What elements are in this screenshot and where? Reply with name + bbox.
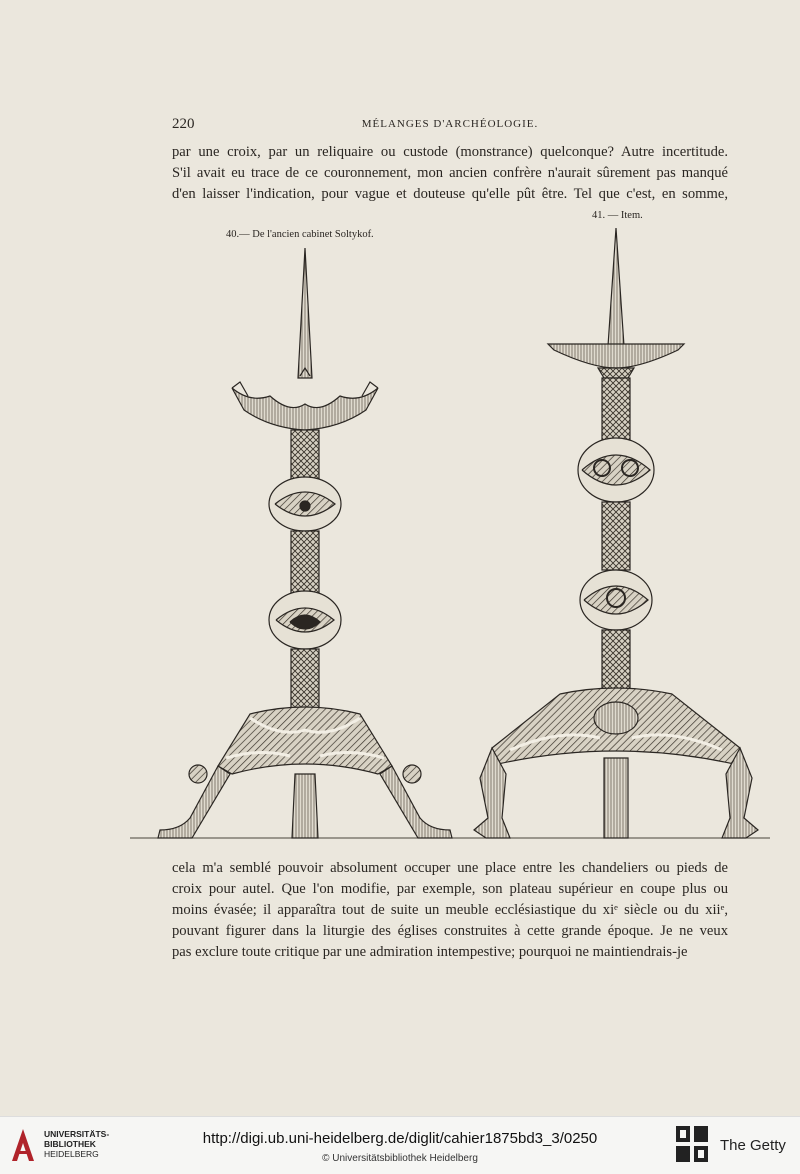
figure-caption-40: 40.— De l'ancien cabinet Soltykof.: [226, 229, 374, 240]
text-line: d'en laisser l'indication, pour vague et douteuse qu'elle pût être. Tel que c'est, en somme,: [172, 186, 728, 202]
text-line: par une croix, par un reliquaire ou custode (monstrance) quelconque? Autre incertitude.: [172, 144, 728, 160]
library-name-line: UNIVERSITÄTS-: [44, 1129, 110, 1139]
library-name-line: HEIDELBERG: [44, 1149, 99, 1159]
page-header: [172, 116, 728, 136]
copyright-notice: © Universitätsbibliothek Heidelberg: [322, 1153, 478, 1164]
text-line: pas exclure toute critique par une admiration intempestive; pourquoi ne maintiendrais-je: [172, 944, 688, 960]
candlestick-40: [158, 248, 452, 838]
viewer-footer: [0, 1116, 800, 1174]
page-number: 220: [172, 116, 195, 132]
text-line: croix pour autel. Que l'on modifie, par exemple, son plateau supérieur en coupe plus ou: [172, 881, 728, 897]
library-name-line: BIBLIOTHEK: [44, 1139, 96, 1149]
text-line: moins évasée; il apparaîtra tout de suite un meuble ecclésiastique du xiᵉ siècle ou du xiiᵉ,: [172, 902, 728, 918]
text-line: pouvant figurer dans la liturgie des églises construites à cette grande époque. Je ne veux: [172, 923, 728, 939]
figure-caption-41: 41. — Item.: [592, 210, 643, 221]
partner-name: The Getty: [720, 1137, 786, 1154]
engraving-illustration: [130, 218, 770, 848]
running-title: MÉLANGES D'ARCHÉOLOGIE.: [361, 118, 539, 130]
text-line: cela m'a semblé pouvoir absolument occuper une place entre les chandeliers ou pieds de: [172, 860, 728, 876]
getty-logo-icon: [676, 1126, 710, 1164]
text-line: S'il avait eu trace de ce couronnement, mon ancien confrère n'aurait sûrement pas manqué: [172, 165, 728, 181]
candlestick-engravings: [130, 218, 770, 848]
paragraph-top: [172, 142, 728, 205]
candlestick-41: [474, 228, 758, 838]
paragraph-bottom: [172, 858, 728, 963]
permalink-url[interactable]: http://digi.ub.uni-heidelberg.de/diglit/cahier1875bd3_3/0250: [202, 1130, 598, 1147]
